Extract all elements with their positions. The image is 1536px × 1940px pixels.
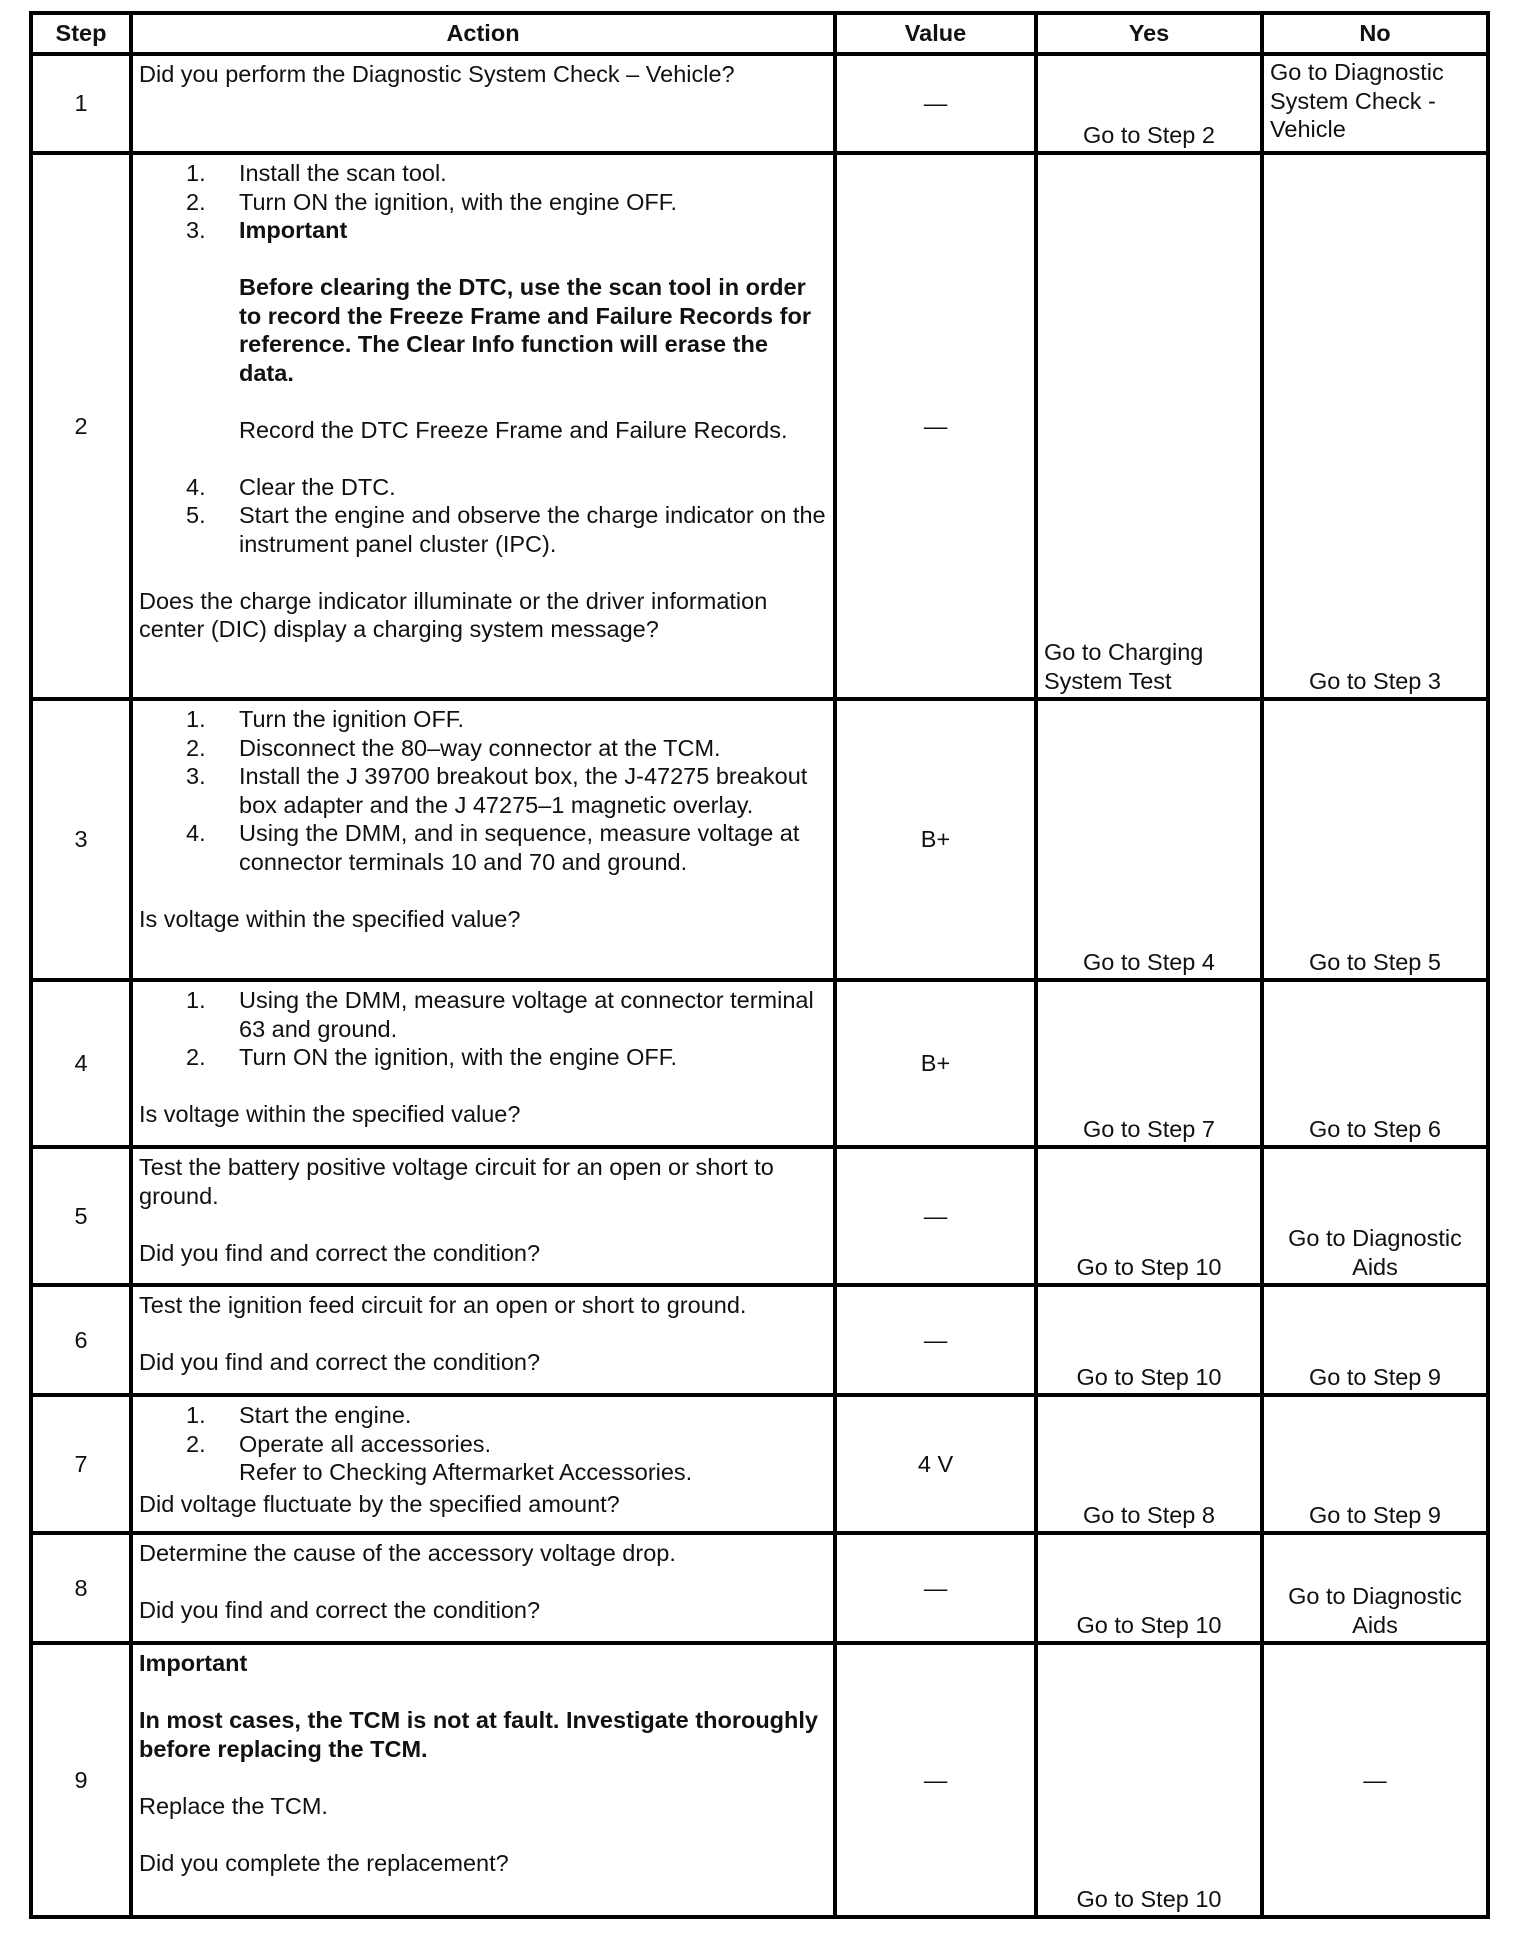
no-cell: Go to Diagnostic Aids: [1262, 1147, 1488, 1285]
list-item: 4. Using the DMM, and in sequence, measure voltage at connector terminals 10 and 70 and ground.: [186, 820, 800, 875]
yes-cell: Go to Step 10: [1036, 1643, 1262, 1917]
no-cell: Go to Diagnostic Aids: [1262, 1533, 1488, 1643]
header-row: [31, 13, 1488, 54]
step-number: 3: [31, 699, 131, 980]
list-item: 1. Using the DMM, measure voltage at connector terminal 63 and ground.: [186, 987, 814, 1042]
step-number: 4: [31, 980, 131, 1147]
table-row-step-9: [31, 1643, 1488, 1917]
step-number: 6: [31, 1285, 131, 1395]
value-cell: B+: [835, 980, 1036, 1147]
header-step: Step: [31, 13, 131, 54]
yes-cell: Go to Step 4: [1036, 699, 1262, 980]
yes-cell: Go to Step 10: [1036, 1533, 1262, 1643]
no-cell: Go to Step 3: [1262, 153, 1488, 699]
no-cell: Go to Step 5: [1262, 699, 1488, 980]
action-cell: [131, 1285, 835, 1395]
value-cell: —: [835, 153, 1036, 699]
header-action: Action: [131, 13, 835, 54]
list-item: 5. Start the engine and observe the charge indicator on the instrument panel cluster (IPC).: [186, 502, 826, 557]
action-cell: [131, 1395, 835, 1533]
table-row-step-8: [31, 1533, 1488, 1643]
no-cell: Go to Step 9: [1262, 1395, 1488, 1533]
header-value: Value: [835, 13, 1036, 54]
header-no: No: [1262, 13, 1488, 54]
important-label: Important: [139, 1650, 248, 1676]
step-number: 1: [31, 54, 131, 153]
table-row-step-1: [31, 54, 1488, 153]
important-text: Before clearing the DTC, use the scan tool in order to record the Freeze Frame and Failure Records for reference. The Clear Info function will erase the data.: [239, 274, 811, 386]
action-cell: [131, 153, 835, 699]
yes-cell: Go to Charging System Test: [1036, 153, 1262, 699]
table-row-step-4: [31, 980, 1488, 1147]
table-row-step-5: [31, 1147, 1488, 1285]
question-text: Did you find and correct the condition?: [139, 1349, 541, 1375]
action-text: Test the battery positive voltage circuit for an open or short to ground.: [139, 1154, 774, 1209]
list-item: 3. Install the J 39700 breakout box, the J-47275 breakout box adapter and the J 47275–1 magnetic overlay.: [186, 763, 808, 818]
no-cell: —: [1262, 1643, 1488, 1917]
table-row-step-6: [31, 1285, 1488, 1395]
list-item: 2. Operate all accessories. Refer to Checking Aftermarket Accessories.: [186, 1430, 693, 1485]
action-list: [139, 1401, 827, 1487]
table-row-step-2: [31, 153, 1488, 699]
question-text: Is voltage within the specified value?: [139, 905, 521, 932]
no-cell: Go to Step 6: [1262, 980, 1488, 1147]
step-number: 5: [31, 1147, 131, 1285]
value-cell: 4 V: [835, 1395, 1036, 1533]
action-text: Determine the cause of the accessory voltage drop.: [139, 1540, 676, 1566]
action-text: Did you perform the Diagnostic System Check – Vehicle?: [139, 61, 735, 87]
list-item: 3. Important Before clearing the DTC, use the scan tool in order to record the Freeze Frame and Failure Records for reference. The Clear Info function will erase the data. Record the DTC Freeze Frame and Failure Records.: [139, 216, 827, 473]
table-row-step-3: [31, 699, 1488, 980]
yes-cell: Go to Step 10: [1036, 1147, 1262, 1285]
yes-cell: Go to Step 10: [1036, 1285, 1262, 1395]
value-cell: —: [835, 1533, 1036, 1643]
list-item: 2. Disconnect the 80–way connector at the TCM.: [186, 734, 721, 761]
question-text: Did you find and correct the condition?: [139, 1239, 541, 1266]
action-cell: [131, 1147, 835, 1285]
step-number: 2: [31, 153, 131, 699]
sub-note: Refer to Checking Aftermarket Accessories.: [239, 1459, 693, 1485]
step-number: 8: [31, 1533, 131, 1643]
value-cell: —: [835, 1643, 1036, 1917]
no-cell: Go to Step 9: [1262, 1285, 1488, 1395]
note-text: Replace the TCM.: [139, 1792, 328, 1819]
yes-cell: Go to Step 8: [1036, 1395, 1262, 1533]
yes-cell: Go to Step 2: [1036, 54, 1262, 153]
action-list: [139, 705, 827, 876]
list-item: 4. Clear the DTC.: [186, 473, 396, 500]
value-cell: —: [835, 54, 1036, 153]
no-cell: Go to Diagnostic System Check - Vehicle: [1262, 54, 1488, 153]
step-number: 9: [31, 1643, 131, 1917]
list-item: 2. Turn ON the ignition, with the engine OFF.: [186, 188, 678, 215]
note-text: Record the DTC Freeze Frame and Failure Records.: [239, 416, 788, 443]
list-item: 1. Install the scan tool.: [186, 160, 447, 186]
diagnostic-table: [29, 11, 1490, 1919]
yes-cell: Go to Step 7: [1036, 980, 1262, 1147]
question-text: Did you complete the replacement?: [139, 1849, 509, 1876]
action-cell: [131, 1533, 835, 1643]
action-cell: [131, 980, 835, 1147]
question-text: Does the charge indicator illuminate or the driver information center (DIC) display a charging system message?: [139, 587, 768, 642]
list-item: 1. Start the engine.: [186, 1402, 412, 1428]
list-item: 1. Turn the ignition OFF.: [186, 706, 465, 732]
table-row-step-7: [31, 1395, 1488, 1533]
action-cell: [131, 1643, 835, 1917]
action-cell: [131, 699, 835, 980]
question-text: Did you find and correct the condition?: [139, 1597, 541, 1623]
action-list: [139, 159, 827, 558]
question-text: Did voltage fluctuate by the specified amount?: [139, 1490, 620, 1517]
list-item: 2. Turn ON the ignition, with the engine OFF.: [186, 1044, 678, 1070]
value-cell: B+: [835, 699, 1036, 980]
step-number: 7: [31, 1395, 131, 1533]
question-text: Is voltage within the specified value?: [139, 1101, 521, 1127]
value-cell: —: [835, 1285, 1036, 1395]
important-text: In most cases, the TCM is not at fault. Investigate thoroughly before replacing the TCM.: [139, 1707, 818, 1762]
header-yes: Yes: [1036, 13, 1262, 54]
action-list: [139, 986, 827, 1072]
action-cell: [131, 54, 835, 153]
action-text: Test the ignition feed circuit for an open or short to ground.: [139, 1292, 747, 1318]
value-cell: —: [835, 1147, 1036, 1285]
